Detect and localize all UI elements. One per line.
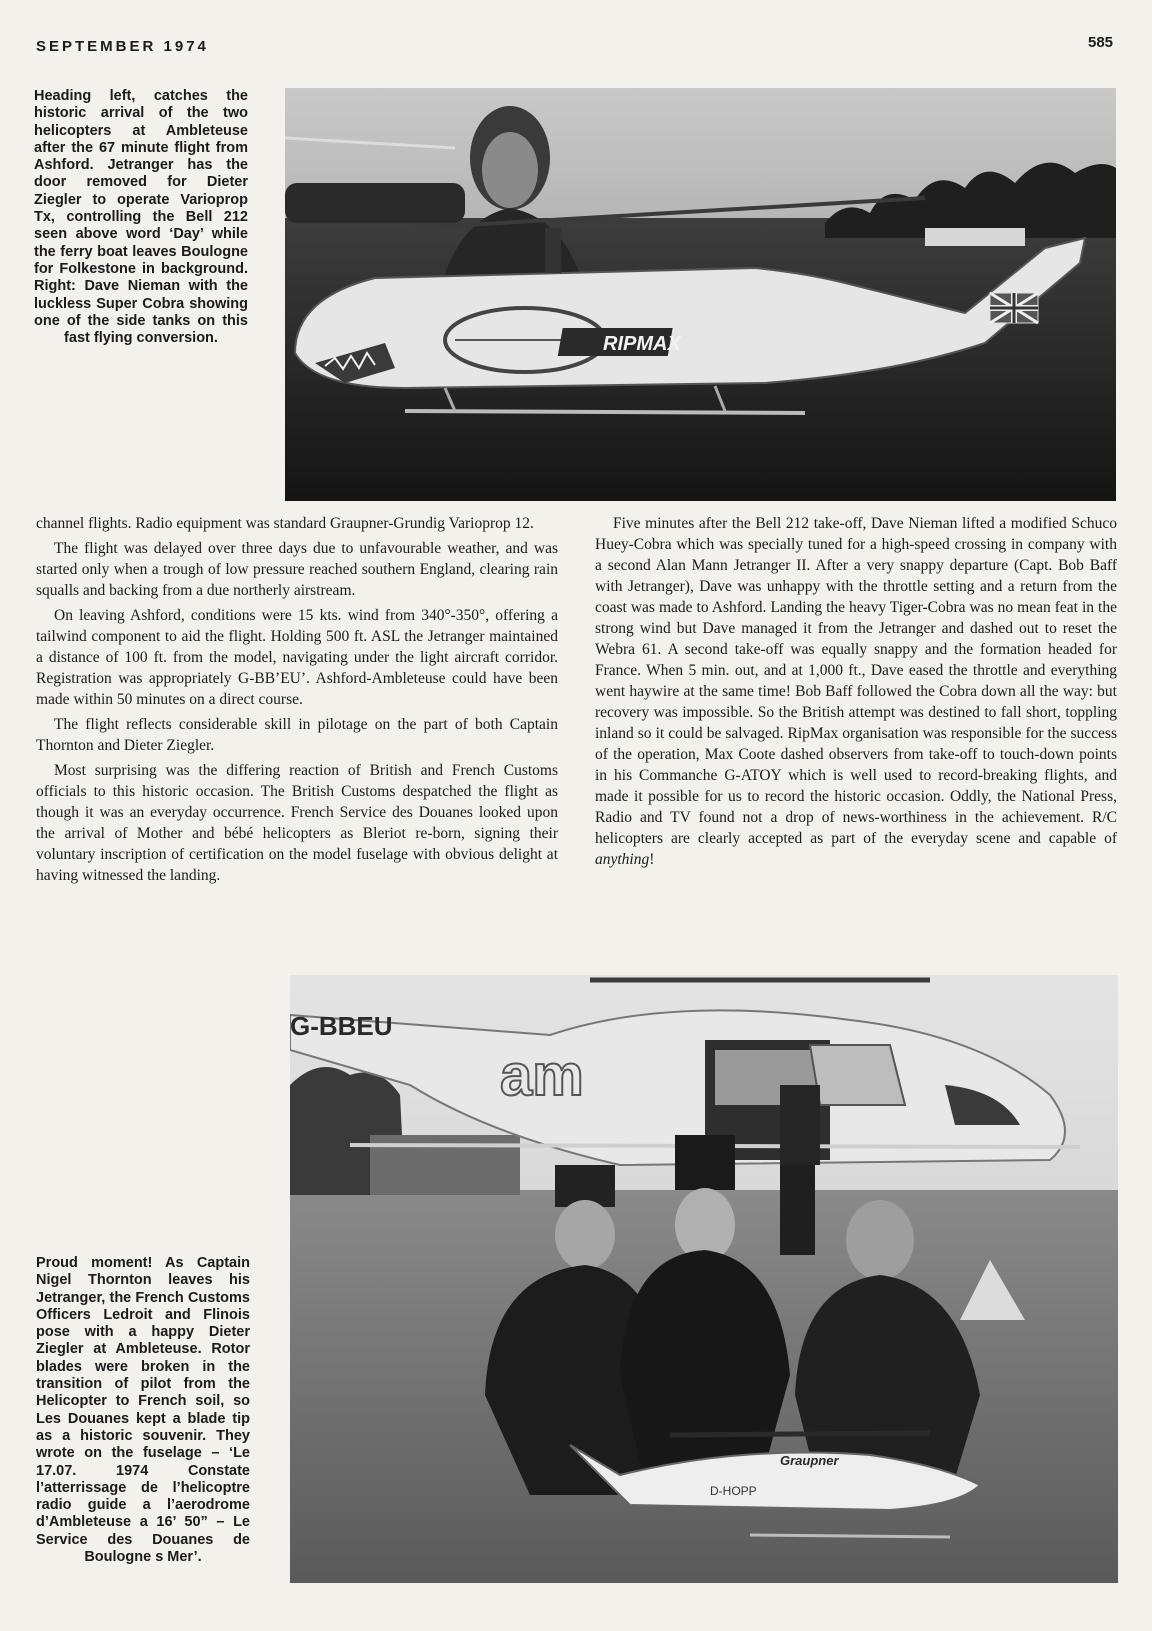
article-paragraph: On leaving Ashford, conditions were 15 kts. wind from 340°-350°, offering a tailwind component to aid the flight. Holding 500 ft. ASL the Jetranger maintained a distance of 100 ft. from the model, navigating under the light aircraft corridor. Registration was appropriately G-BB’EU’. Ashford-Ambleteuse could have been made within 50 minutes on a direct course. [36, 607, 558, 708]
article-paragraph: Most surprising was the differing reaction of British and French Customs officials to this historic occasion. The British Customs despatched the flight as though it was an everyday occurrence. French Service des Douanes looked upon the arrival of Mother and bébé helicopters as Bleriot re-born, signing their voluntary inscription of certification on the model fuselage with obvious delight at having witnessed the landing. [36, 762, 558, 884]
article-paragraph: channel flights. Radio equipment was standard Graupner-Grundig Varioprop 12. [36, 515, 534, 532]
page-number: 585 [1088, 34, 1114, 51]
bottom-photo-heli-registration: G-BBEU [290, 1011, 393, 1041]
article-right-column [595, 513, 1117, 870]
bottom-photo-model-registration: D-HOPP [710, 1484, 757, 1498]
top-photo [285, 88, 1116, 501]
page-header-issue: SEPTEMBER 1974 [36, 38, 209, 55]
bottom-photo-heli-logo: am [500, 1043, 584, 1108]
article-paragraph [595, 513, 1117, 870]
article-paragraph-end: ! [649, 851, 655, 868]
article-paragraph: The flight reflects considerable skill in pilotage on the part of both Captain Thornton and Dieter Ziegler. [36, 716, 558, 754]
bottom-photo-model-brand: Graupner [780, 1453, 839, 1468]
top-photo-caption: Heading left, catches the historic arrival of the two helicopters at Ambleteuse after the 67 minute flight from Ashford. Jetranger has the door removed for Dieter Ziegler to operate Varioprop Tx, controlling the Bell 212 seen above word ‘Day’ while the ferry boat leaves Boulogne for Folkestone in background. Right: Dave Nieman with the luckless Super Cobra showing one of the side tanks on this fast flying conversion. [34, 88, 248, 347]
article-emphasis: anything [595, 851, 650, 868]
article-paragraph: The flight was delayed over three days due to unfavourable weather, and was started only when a trough of low pressure reached southern England, clearing rain squalls and backing from a due northerly airstream. [36, 540, 558, 599]
article-left-column [36, 513, 558, 886]
top-photo-fuselage-label: RIPMAX [603, 333, 681, 355]
article-paragraph-body: Five minutes after the Bell 212 take-off, Dave Nieman lifted a modified Schuco Huey-Cobra which was specially tuned for a high-speed crossing in company with a second Alan Mann Jetranger II. After a very snappy departure (Capt. Bob Baff with Jetranger), Dave was unhappy with the throttle setting and a return from the coast was made to Ashford. Landing the heavy Tiger-Cobra was no mean feat in the strong wind but Dave managed it from the Jetranger and dashed out to reset the Webra 61. A second take-off was equally snappy and the formation headed for France. When 5 min. out, and at 1,000 ft., Dave eased the throttle and everything went haywire at the same time! Bob Baff followed the Cobra down all the way: but recovery was impossible. So the British attempt was destined to fall short, toppling inland so it could be salvaged. RipMax organisation was responsible for the success of the operation, Max Coote dashed observers from take-off to touch-down points in his Commanche G-ATOY which is well used to record-breaking flights, and made it possible for us to record the historic occasion. Oddly, the National Press, Radio and TV found not a drop of news-worthiness in the achievement. R/C helicopters are clearly accepted as part of the everyday scene and capable of [595, 515, 1117, 847]
bottom-photo [290, 975, 1118, 1583]
bottom-photo-caption: Proud moment! As Captain Nigel Thornton leaves his Jetranger, the French Customs Officers Ledroit and Flinois pose with a happy Dieter Ziegler at Ambleteuse. Rotor blades were broken in the transition of pilot from the Helicopter to French soil, so Les Douanes kept a blade tip as a historic souvenir. They wrote on the fuselage – ‘Le 17.07. 1974 Constate l’atterrissage de l’helicoptre radio guide a l’aerodrome d’Ambleteuse a 16’ 50” – Le Service des Douanes de Boulogne s Mer’. [36, 1255, 250, 1566]
